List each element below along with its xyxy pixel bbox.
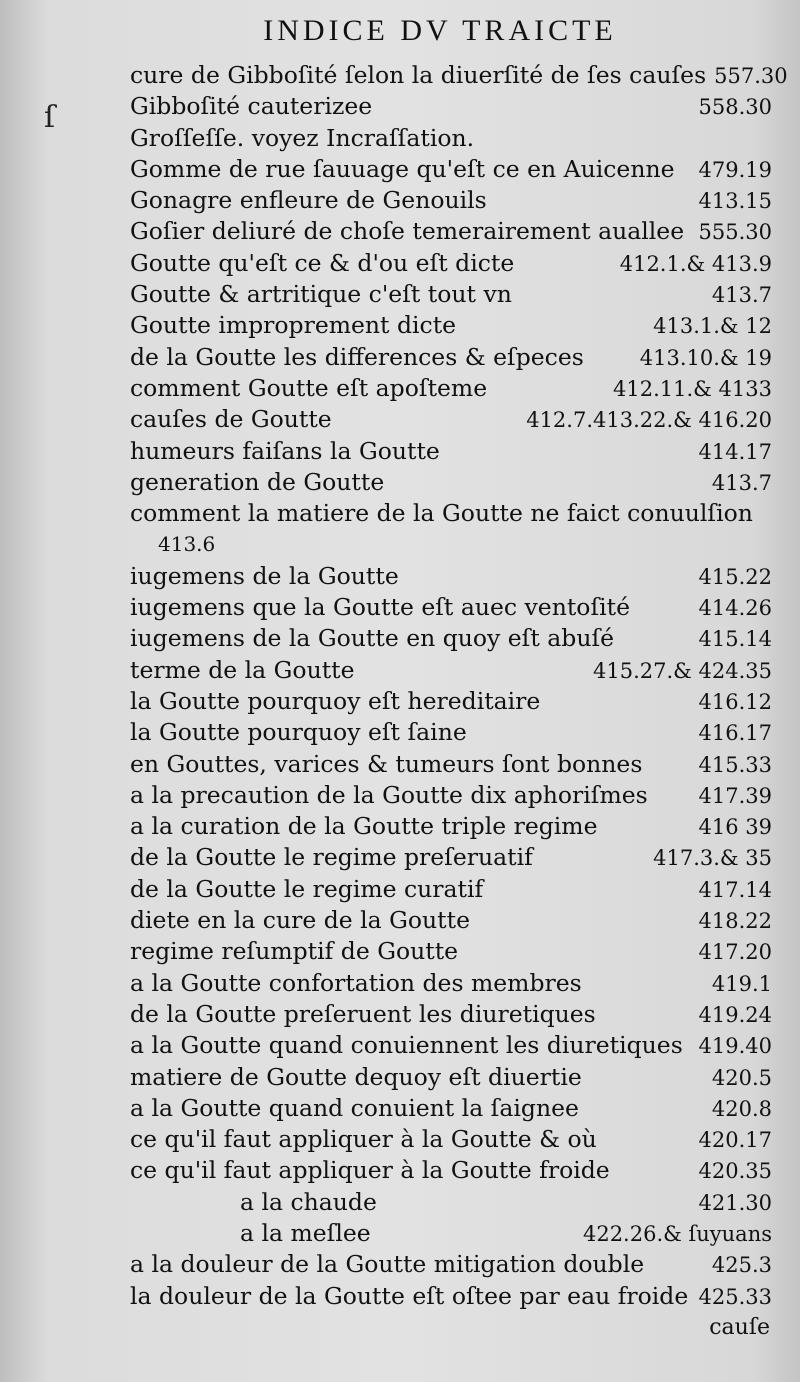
index-entry — [130, 498, 772, 529]
index-entry — [130, 1155, 772, 1186]
entry-page-ref: 413.15 — [698, 189, 772, 214]
entry-term: matiere de Goutte dequoy eſt diuertie — [130, 1062, 582, 1091]
index-entries — [130, 60, 788, 1312]
index-entry — [130, 310, 772, 341]
entry-term: Gomme de rue ſauuage qu'eſt ce en Auicenne — [130, 154, 675, 183]
entry-page-ref: 415.14 — [698, 627, 772, 652]
entry-term: la douleur de la Goutte eſt oſtee par eau froide — [130, 1281, 689, 1310]
entry-page-ref: 417.39 — [698, 783, 772, 808]
index-entry — [130, 1218, 772, 1249]
entry-term: ce qu'il faut appliquer à la Goutte froide — [130, 1156, 610, 1185]
index-entry — [130, 592, 772, 623]
entry-term: de la Goutte les differences & eſpeces — [130, 342, 584, 371]
entry-term: cauſes de Goutte — [130, 405, 332, 434]
entry-term: iugemens que la Goutte eſt auec ventoſité — [130, 593, 631, 622]
entry-term: humeurs faiſans la Goutte — [130, 436, 440, 465]
page-header: INDICE DV TRAICTE — [263, 14, 617, 47]
entry-page-ref: 558.30 — [698, 95, 772, 120]
entry-term: generation de Goutte — [130, 467, 385, 496]
entry-page-ref: 417.3.& 35 — [653, 846, 772, 871]
entry-term: a la meſlee — [240, 1218, 371, 1247]
index-entry — [130, 1187, 772, 1218]
entry-page-ref: 555.30 — [698, 220, 772, 245]
index-entry — [130, 874, 772, 905]
entry-page-ref: 425.33 — [698, 1284, 772, 1309]
entry-term: de la Goutte preſeruent les diuretiques — [130, 999, 596, 1028]
entry-term: Groſſeſſe. voyez Incraſſation. — [130, 123, 475, 152]
entry-term: a la douleur de la Goutte mitigation double — [130, 1250, 645, 1279]
entry-term: a la Goutte quand conuiennent les diuretiques — [130, 1031, 683, 1060]
index-entry — [130, 686, 772, 717]
entry-term: en Gouttes, varices & tumeurs ſont bonnes — [130, 749, 643, 778]
index-entry — [130, 717, 772, 748]
entry-page-ref: 420.35 — [698, 1159, 772, 1184]
index-entry — [130, 404, 772, 435]
entry-page-ref: 412.7.413.22.& 416.20 — [526, 408, 772, 433]
entry-term: Goutte improprement dicte — [130, 311, 457, 340]
entry-page-ref: 417.20 — [698, 940, 772, 965]
entry-term: terme de la Goutte — [130, 655, 355, 684]
entry-term: de la Goutte le regime curatif — [130, 874, 484, 903]
entry-page-ref: 420.17 — [698, 1128, 772, 1153]
index-entry — [130, 185, 772, 216]
entry-term: de la Goutte le regime preſeruatif — [130, 843, 533, 872]
entry-page-ref: 414.17 — [698, 439, 772, 464]
entry-page-ref: 413.10.& 19 — [639, 345, 772, 370]
entry-page-ref: 417.14 — [698, 877, 772, 902]
entry-term: Goutte qu'eſt ce & d'ou eſt dicte — [130, 248, 515, 277]
entry-term: a la curation de la Goutte triple regime — [130, 812, 598, 841]
index-entry — [130, 467, 772, 498]
entry-term: iugemens de la Goutte — [130, 561, 399, 590]
index-entry — [130, 91, 772, 122]
entry-term: a la precaution de la Goutte dix aphoriſmes — [130, 780, 648, 809]
entry-page-ref: 418.22 — [698, 909, 772, 934]
entry-page-ref: 412.11.& 4133 — [613, 376, 772, 401]
index-entry — [130, 279, 772, 310]
entry-term: a la chaude — [240, 1187, 377, 1216]
entry-page-ref: 557.30 — [714, 64, 788, 88]
entry-page-ref: 421.30 — [698, 1190, 772, 1215]
index-entry — [130, 842, 772, 873]
entry-term: a la Goutte quand conuient la ſaignee — [130, 1093, 579, 1122]
index-entry — [130, 968, 772, 999]
index-entry — [130, 1030, 772, 1061]
entry-page-ref: 419.40 — [698, 1034, 772, 1059]
index-entry — [130, 1249, 772, 1280]
entry-page-ref: 419.24 — [698, 1002, 772, 1027]
entry-page-ref: 419.1 — [711, 971, 772, 996]
entry-page-ref: 422.26.& ſuyuans — [582, 1221, 772, 1246]
index-entry — [130, 655, 772, 686]
entry-term: 413.6 — [158, 532, 216, 557]
entry-term: a la Goutte confortation des membres — [130, 968, 582, 997]
index-entry — [130, 1124, 772, 1155]
entry-term: comment la matiere de la Goutte ne faict conuulſion — [130, 499, 753, 528]
entry-term: comment Goutte eſt apoſteme — [130, 373, 488, 402]
index-entry — [130, 154, 772, 185]
entry-page-ref: 412.1.& 413.9 — [619, 251, 772, 276]
index-entry — [130, 1281, 772, 1312]
entry-term: la Goutte pourquoy eſt ſaine — [130, 718, 467, 747]
index-entry — [130, 216, 772, 247]
index-entry — [130, 60, 788, 91]
entry-page-ref: 425.3 — [711, 1253, 772, 1278]
entry-page-ref: 415.22 — [698, 564, 772, 589]
entry-term: iugemens de la Goutte en quoy eſt abuſé — [130, 624, 615, 653]
index-entry — [130, 780, 772, 811]
entry-term: regime reſumptif de Goutte — [130, 937, 459, 966]
index-entry — [130, 623, 772, 654]
index-entry — [130, 342, 772, 373]
index-entry — [130, 811, 772, 842]
margin-mark: ſ — [44, 100, 56, 135]
entry-term: Gonagre enfleure de Genouils — [130, 186, 487, 215]
entry-term: Goutte & artritique c'eſt tout vn — [130, 280, 512, 309]
entry-page-ref: 416.12 — [698, 689, 772, 714]
index-entry — [130, 373, 772, 404]
index-entry — [130, 436, 772, 467]
index-entry — [130, 999, 772, 1030]
catchword: cauſe — [709, 1315, 770, 1340]
index-entry — [130, 248, 772, 279]
entry-page-ref: 413.1.& 12 — [653, 314, 772, 339]
entry-term: Goſier deliuré de choſe temerairement auallee — [130, 217, 685, 246]
entry-term: la Goutte pourquoy eſt hereditaire — [130, 686, 541, 715]
index-entry — [130, 529, 772, 560]
index-entry — [130, 123, 772, 154]
entry-page-ref: 415.33 — [698, 752, 772, 777]
index-entry — [130, 561, 772, 592]
entry-term: Gibboſité cauterizee — [130, 92, 373, 121]
entry-page-ref: 414.26 — [698, 596, 772, 621]
index-entry — [130, 749, 772, 780]
entry-page-ref: 420.8 — [711, 1096, 772, 1121]
entry-page-ref: 416.17 — [698, 721, 772, 746]
index-entry — [130, 905, 772, 936]
entry-term: cure de Gibboſité ſelon la diuerſité de ſes cauſes — [130, 61, 707, 89]
entry-page-ref: 415.27.& 424.35 — [592, 658, 772, 683]
entry-page-ref: 420.5 — [711, 1065, 772, 1090]
index-entry — [130, 936, 772, 967]
entry-term: ce qu'il faut appliquer à la Goutte & où — [130, 1125, 597, 1154]
index-entry — [130, 1093, 772, 1124]
entry-page-ref: 479.19 — [698, 157, 772, 182]
entry-term: diete en la cure de la Goutte — [130, 906, 470, 935]
entry-page-ref: 413.7 — [711, 283, 772, 308]
index-entry — [130, 1062, 772, 1093]
entry-page-ref: 416 39 — [698, 815, 772, 840]
entry-page-ref: 413.7 — [711, 470, 772, 495]
